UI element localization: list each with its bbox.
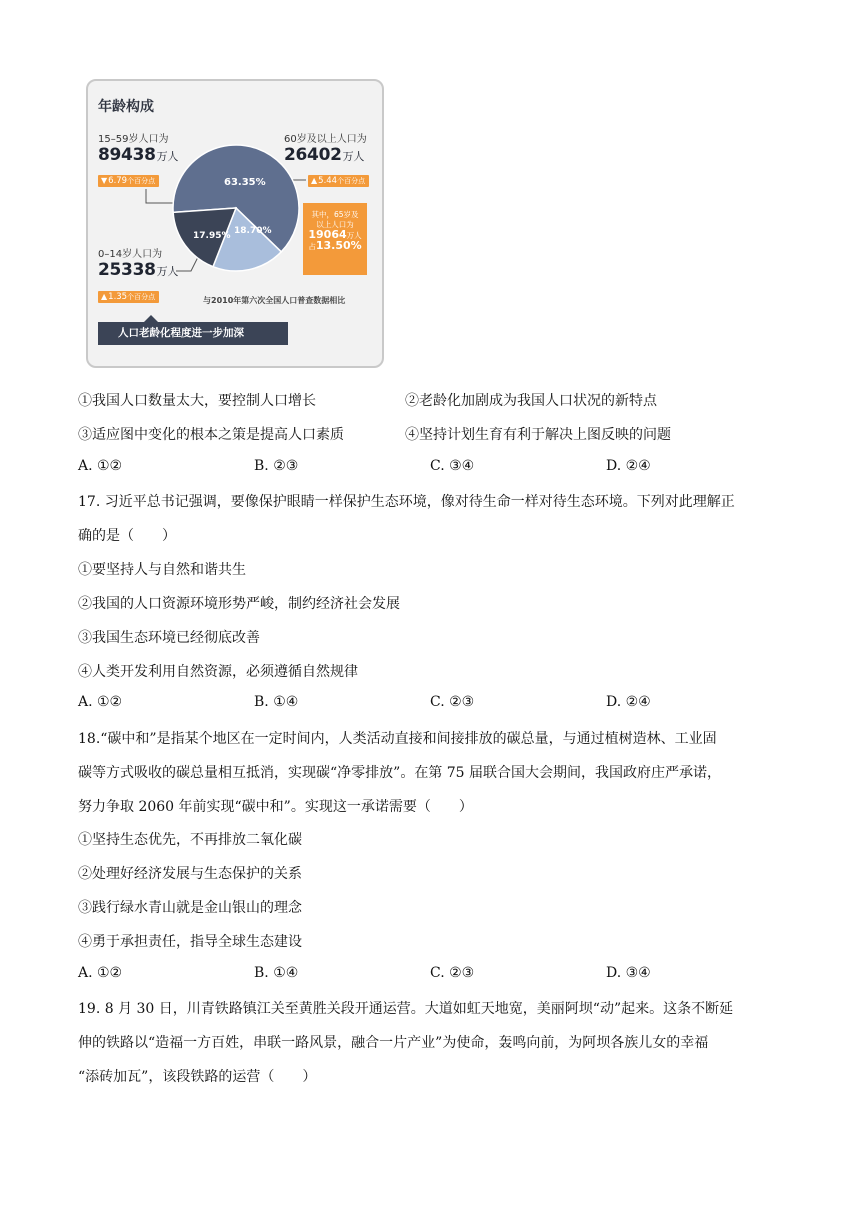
q19-stem-line3: “添砖加瓦”，该段铁路的运营（ ） — [78, 1069, 317, 1085]
over65-pct: 13.50% — [315, 239, 362, 252]
q17-option-b[interactable]: B. ①④ — [254, 694, 299, 710]
over65-box — [303, 203, 367, 275]
q18-stem-line3: 努力争取 2060 年前实现“碳中和”。实现这一承诺需要（ ） — [78, 799, 473, 815]
elderly-badge — [308, 175, 369, 187]
child-value: 25338 — [98, 260, 156, 280]
q17-option-a[interactable]: A. ①② — [78, 694, 123, 710]
aging-banner: 人口老龄化程度进一步加深 — [98, 322, 288, 345]
q17-statement-4: ④人类开发利用自然资源，必须遵循自然规律 — [78, 664, 358, 680]
elderly-badge-value: 5.44 — [318, 176, 338, 186]
over65-value: 19064 — [308, 228, 347, 241]
q17-statement-1: ①要坚持人与自然和谐共生 — [78, 562, 246, 578]
q16-statement-3: ③适应图中变化的根本之策是提高人口素质 — [78, 427, 344, 443]
q18-option-d[interactable]: D. ③④ — [606, 965, 651, 981]
over65-line2: 以上人口为 — [316, 220, 354, 229]
elderly-unit: 万人 — [342, 150, 365, 163]
q16-option-b[interactable]: B. ②③ — [254, 458, 299, 474]
q17-stem-line1: 17. 习近平总书记强调，要像保护眼睛一样保护生态环境，像对待生命一样对待生态环境。下列对此理解正 — [78, 494, 735, 510]
q16-option-c[interactable]: C. ③④ — [430, 458, 475, 474]
over65-unit: 万人 — [346, 231, 362, 240]
elderly-value-wrap — [284, 145, 364, 165]
infographic-title: 年龄构成 — [98, 99, 154, 115]
q17-stem-line2: 确的是（ ） — [78, 528, 176, 544]
pie-slices — [173, 145, 299, 271]
q18-statement-2: ②处理好经济发展与生态保护的关系 — [78, 866, 302, 882]
q19-stem-line2: 伸的铁路以“造福一方百姓，串联一路风景，融合一片产业”为使命，轰鸣向前，为阿坝各族儿女的幸福 — [78, 1035, 709, 1051]
child-label: 0–14岁人口为 — [98, 249, 163, 260]
over65-prefix: 占 — [308, 242, 316, 251]
q18-statement-1: ①坚持生态优先，不再排放二氧化碳 — [78, 832, 302, 848]
q18-option-a[interactable]: A. ①② — [78, 965, 123, 981]
elderly-badge-unit: 个百分点 — [337, 177, 366, 185]
q18-statement-3: ③践行绿水青山就是金山银山的理念 — [78, 900, 302, 916]
q17-statement-2: ②我国的人口资源环境形势严峻，制约经济社会发展 — [78, 596, 400, 612]
adult-label: 15–59岁人口为 — [98, 134, 169, 145]
child-badge-value: 1.35 — [108, 292, 128, 302]
pie-label-elderly: 18.70% — [234, 226, 272, 236]
q18-stem-line1: 18.“碳中和”是指某个地区在一定时间内，人类活动直接和间接排放的碳总量，与通过植树造林、工业固 — [78, 731, 717, 747]
child-badge — [98, 291, 159, 303]
adult-unit: 万人 — [156, 150, 179, 163]
q18-stem-line2: 碳等方式吸收的碳总量相互抵消，实现碳“净零排放”。在第 75 届联合国大会期间，我国政府庄严承诺， — [78, 765, 722, 781]
pie-label-adult: 63.35% — [224, 177, 266, 188]
age-structure-infographic — [86, 79, 384, 368]
q16-option-d[interactable]: D. ②④ — [606, 458, 651, 474]
pie-label-child: 17.95% — [193, 231, 231, 241]
q16-statement-2: ②老龄化加剧成为我国人口状况的新特点 — [405, 393, 657, 409]
q18-option-b[interactable]: B. ①④ — [254, 965, 299, 981]
child-unit: 万人 — [156, 265, 179, 278]
q19-stem-line1: 19. 8 月 30 日，川青铁路镇江关至黄胜关段开通运营。大道如虹天地宽，美丽阿坝“动”起来。这条不断延 — [78, 1001, 734, 1017]
q16-option-a[interactable]: A. ①② — [78, 458, 123, 474]
elderly-value: 26402 — [284, 145, 342, 165]
q17-option-d[interactable]: D. ②④ — [606, 694, 651, 710]
child-badge-unit: 个百分点 — [127, 293, 156, 301]
adult-value: 89438 — [98, 145, 156, 165]
banner-notch — [144, 315, 158, 322]
child-value-wrap — [98, 260, 178, 280]
adult-value-wrap — [98, 145, 178, 165]
elderly-label: 60岁及以上人口为 — [284, 134, 367, 145]
adult-badge — [98, 175, 159, 187]
q16-statement-1: ①我国人口数量太大，要控制人口增长 — [78, 393, 316, 409]
adult-badge-value: 6.79 — [108, 176, 128, 186]
q18-option-c[interactable]: C. ②③ — [430, 965, 475, 981]
adult-badge-unit: 个百分点 — [127, 177, 156, 185]
q17-statement-3: ③我国生态环境已经彻底改善 — [78, 630, 260, 646]
down-arrow-icon: ▼ — [101, 176, 108, 185]
up-arrow-icon: ▲ — [101, 292, 108, 301]
comparison-note: 与2010年第六次全国人口普查数据相比 — [203, 296, 346, 305]
over65-line1: 其中，65岁及 — [311, 210, 359, 219]
q16-statement-4: ④坚持计划生育有利于解决上图反映的问题 — [405, 427, 671, 443]
q17-option-c[interactable]: C. ②③ — [430, 694, 475, 710]
up-arrow-icon: ▲ — [311, 176, 318, 185]
q18-statement-4: ④勇于承担责任，指导全球生态建设 — [78, 934, 302, 950]
